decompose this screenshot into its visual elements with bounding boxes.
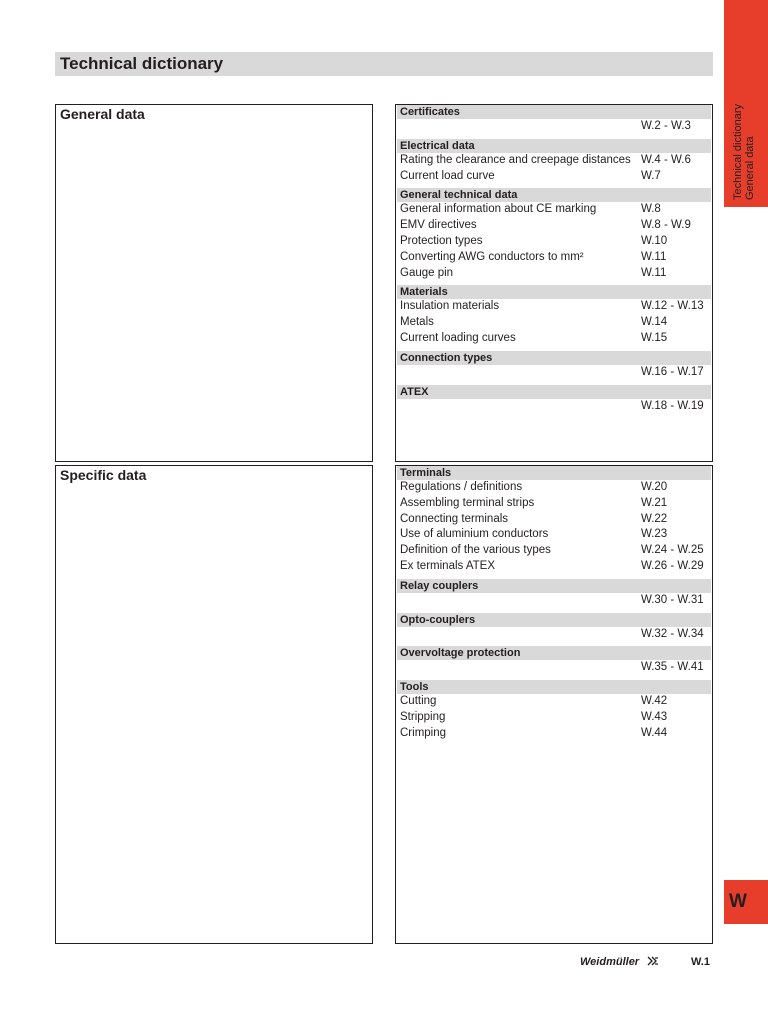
general-data-index	[395, 104, 713, 462]
entry-page-ref: W.23	[641, 528, 668, 541]
index-entry[interactable]	[397, 266, 711, 282]
entry-label: Converting AWG conductors to mm²	[400, 250, 584, 263]
entry-label: Protection types	[400, 234, 483, 247]
index-entry[interactable]	[397, 496, 711, 512]
section-heading: Tools	[397, 680, 711, 694]
index-entry[interactable]	[397, 527, 711, 543]
index-entry[interactable]	[397, 559, 711, 575]
index-tab-w[interactable]: W	[724, 880, 768, 924]
entry-label: Insulation materials	[400, 300, 500, 313]
section-heading: Relay couplers	[397, 579, 711, 593]
entry-label: Rating the clearance and creepage distances	[400, 153, 631, 166]
entry-page-ref: W.26 - W.29	[641, 559, 704, 572]
index-entry[interactable]	[397, 593, 711, 609]
section-heading: Electrical data	[397, 139, 711, 153]
entry-label: EMV directives	[400, 219, 477, 232]
entry-page-ref: W.43	[641, 710, 668, 723]
index-entry[interactable]	[397, 234, 711, 250]
index-entry[interactable]	[397, 726, 711, 742]
brand-name: Weidmüller	[580, 956, 640, 968]
weidmuller-logo-icon	[647, 955, 659, 967]
entry-page-ref: W.15	[641, 331, 668, 344]
general-data-panel	[55, 104, 373, 462]
specific-data-index	[395, 465, 713, 944]
specific-data-panel	[55, 465, 373, 944]
entry-page-ref: W.11	[641, 266, 667, 279]
entry-label: Cutting	[400, 695, 437, 708]
side-tab-line1: Technical dictionary	[732, 104, 744, 200]
entry-label: Current load curve	[400, 169, 495, 182]
entry-label: Assembling terminal strips	[400, 496, 535, 509]
entry-label: Use of aluminium conductors	[400, 528, 549, 541]
entry-page-ref: W.7	[641, 169, 661, 182]
entry-label: Gauge pin	[400, 266, 454, 279]
general-data-heading: General data	[60, 106, 145, 122]
entry-label: Current loading curves	[400, 331, 516, 344]
index-entry[interactable]	[397, 315, 711, 331]
entry-label: Ex terminals ATEX	[400, 559, 496, 572]
entry-page-ref: W.21	[641, 496, 668, 509]
index-entry[interactable]	[397, 512, 711, 528]
entry-page-ref: W.32 - W.34	[641, 627, 704, 640]
index-entry[interactable]	[397, 250, 711, 266]
entry-page-ref: W.12 - W.13	[641, 300, 704, 313]
index-entry[interactable]	[397, 660, 711, 676]
entry-page-ref: W.22	[641, 512, 668, 525]
section-heading: Opto-couplers	[397, 613, 711, 627]
entry-page-ref: W.8 - W.9	[641, 219, 691, 232]
entry-page-ref: W.44	[641, 726, 668, 739]
entry-page-ref: W.30 - W.31	[641, 593, 704, 606]
entry-page-ref: W.16 - W.17	[641, 365, 704, 378]
entry-label: Definition of the various types	[400, 544, 551, 557]
section-heading: Terminals	[397, 466, 711, 480]
section-heading: Materials	[397, 285, 711, 299]
index-entry[interactable]	[397, 627, 711, 643]
index-entry[interactable]	[397, 299, 711, 315]
index-entry[interactable]	[397, 202, 711, 218]
entry-page-ref: W.4 - W.6	[641, 153, 691, 166]
side-section-tab[interactable]	[724, 0, 768, 207]
specific-index-list	[397, 466, 711, 742]
entry-page-ref: W.11	[641, 250, 667, 263]
entry-label: Connecting terminals	[400, 512, 509, 525]
index-entry[interactable]	[397, 153, 711, 169]
entry-label: Metals	[400, 316, 434, 329]
index-entry[interactable]	[397, 694, 711, 710]
section-heading: Connection types	[397, 351, 711, 365]
entry-page-ref: W.10	[641, 234, 668, 247]
entry-page-ref: W.18 - W.19	[641, 399, 704, 412]
index-entry[interactable]	[397, 218, 711, 234]
index-entry[interactable]	[397, 480, 711, 496]
general-index-list	[397, 105, 711, 414]
index-entry[interactable]	[397, 543, 711, 559]
entry-page-ref: W.2 - W.3	[641, 120, 691, 132]
index-entry[interactable]	[397, 710, 711, 726]
index-entry[interactable]	[397, 119, 711, 135]
specific-data-heading: Specific data	[60, 467, 147, 483]
page-title: Technical dictionary	[55, 52, 713, 76]
section-heading: General technical data	[397, 188, 711, 202]
index-entry[interactable]	[397, 331, 711, 347]
index-entry[interactable]	[397, 399, 711, 415]
page-number: W.1	[691, 956, 710, 968]
side-tab-line2: General data	[744, 136, 756, 200]
entry-page-ref: W.14	[641, 316, 668, 329]
section-heading: Overvoltage protection	[397, 646, 711, 660]
entry-page-ref: W.42	[641, 695, 668, 708]
side-tab-text	[732, 104, 756, 200]
entry-label: General information about CE marking	[400, 203, 597, 216]
entry-page-ref: W.20	[641, 481, 668, 493]
entry-page-ref: W.24 - W.25	[641, 544, 704, 557]
entry-label: Regulations / definitions	[400, 481, 523, 493]
entry-page-ref: W.35 - W.41	[641, 661, 704, 674]
section-heading: ATEX	[397, 385, 711, 399]
index-entry[interactable]	[397, 365, 711, 381]
entry-label: Stripping	[400, 710, 446, 723]
index-entry[interactable]	[397, 169, 711, 185]
entry-label: Crimping	[400, 726, 447, 739]
entry-page-ref: W.8	[641, 203, 661, 216]
section-heading: Certificates	[397, 105, 711, 119]
